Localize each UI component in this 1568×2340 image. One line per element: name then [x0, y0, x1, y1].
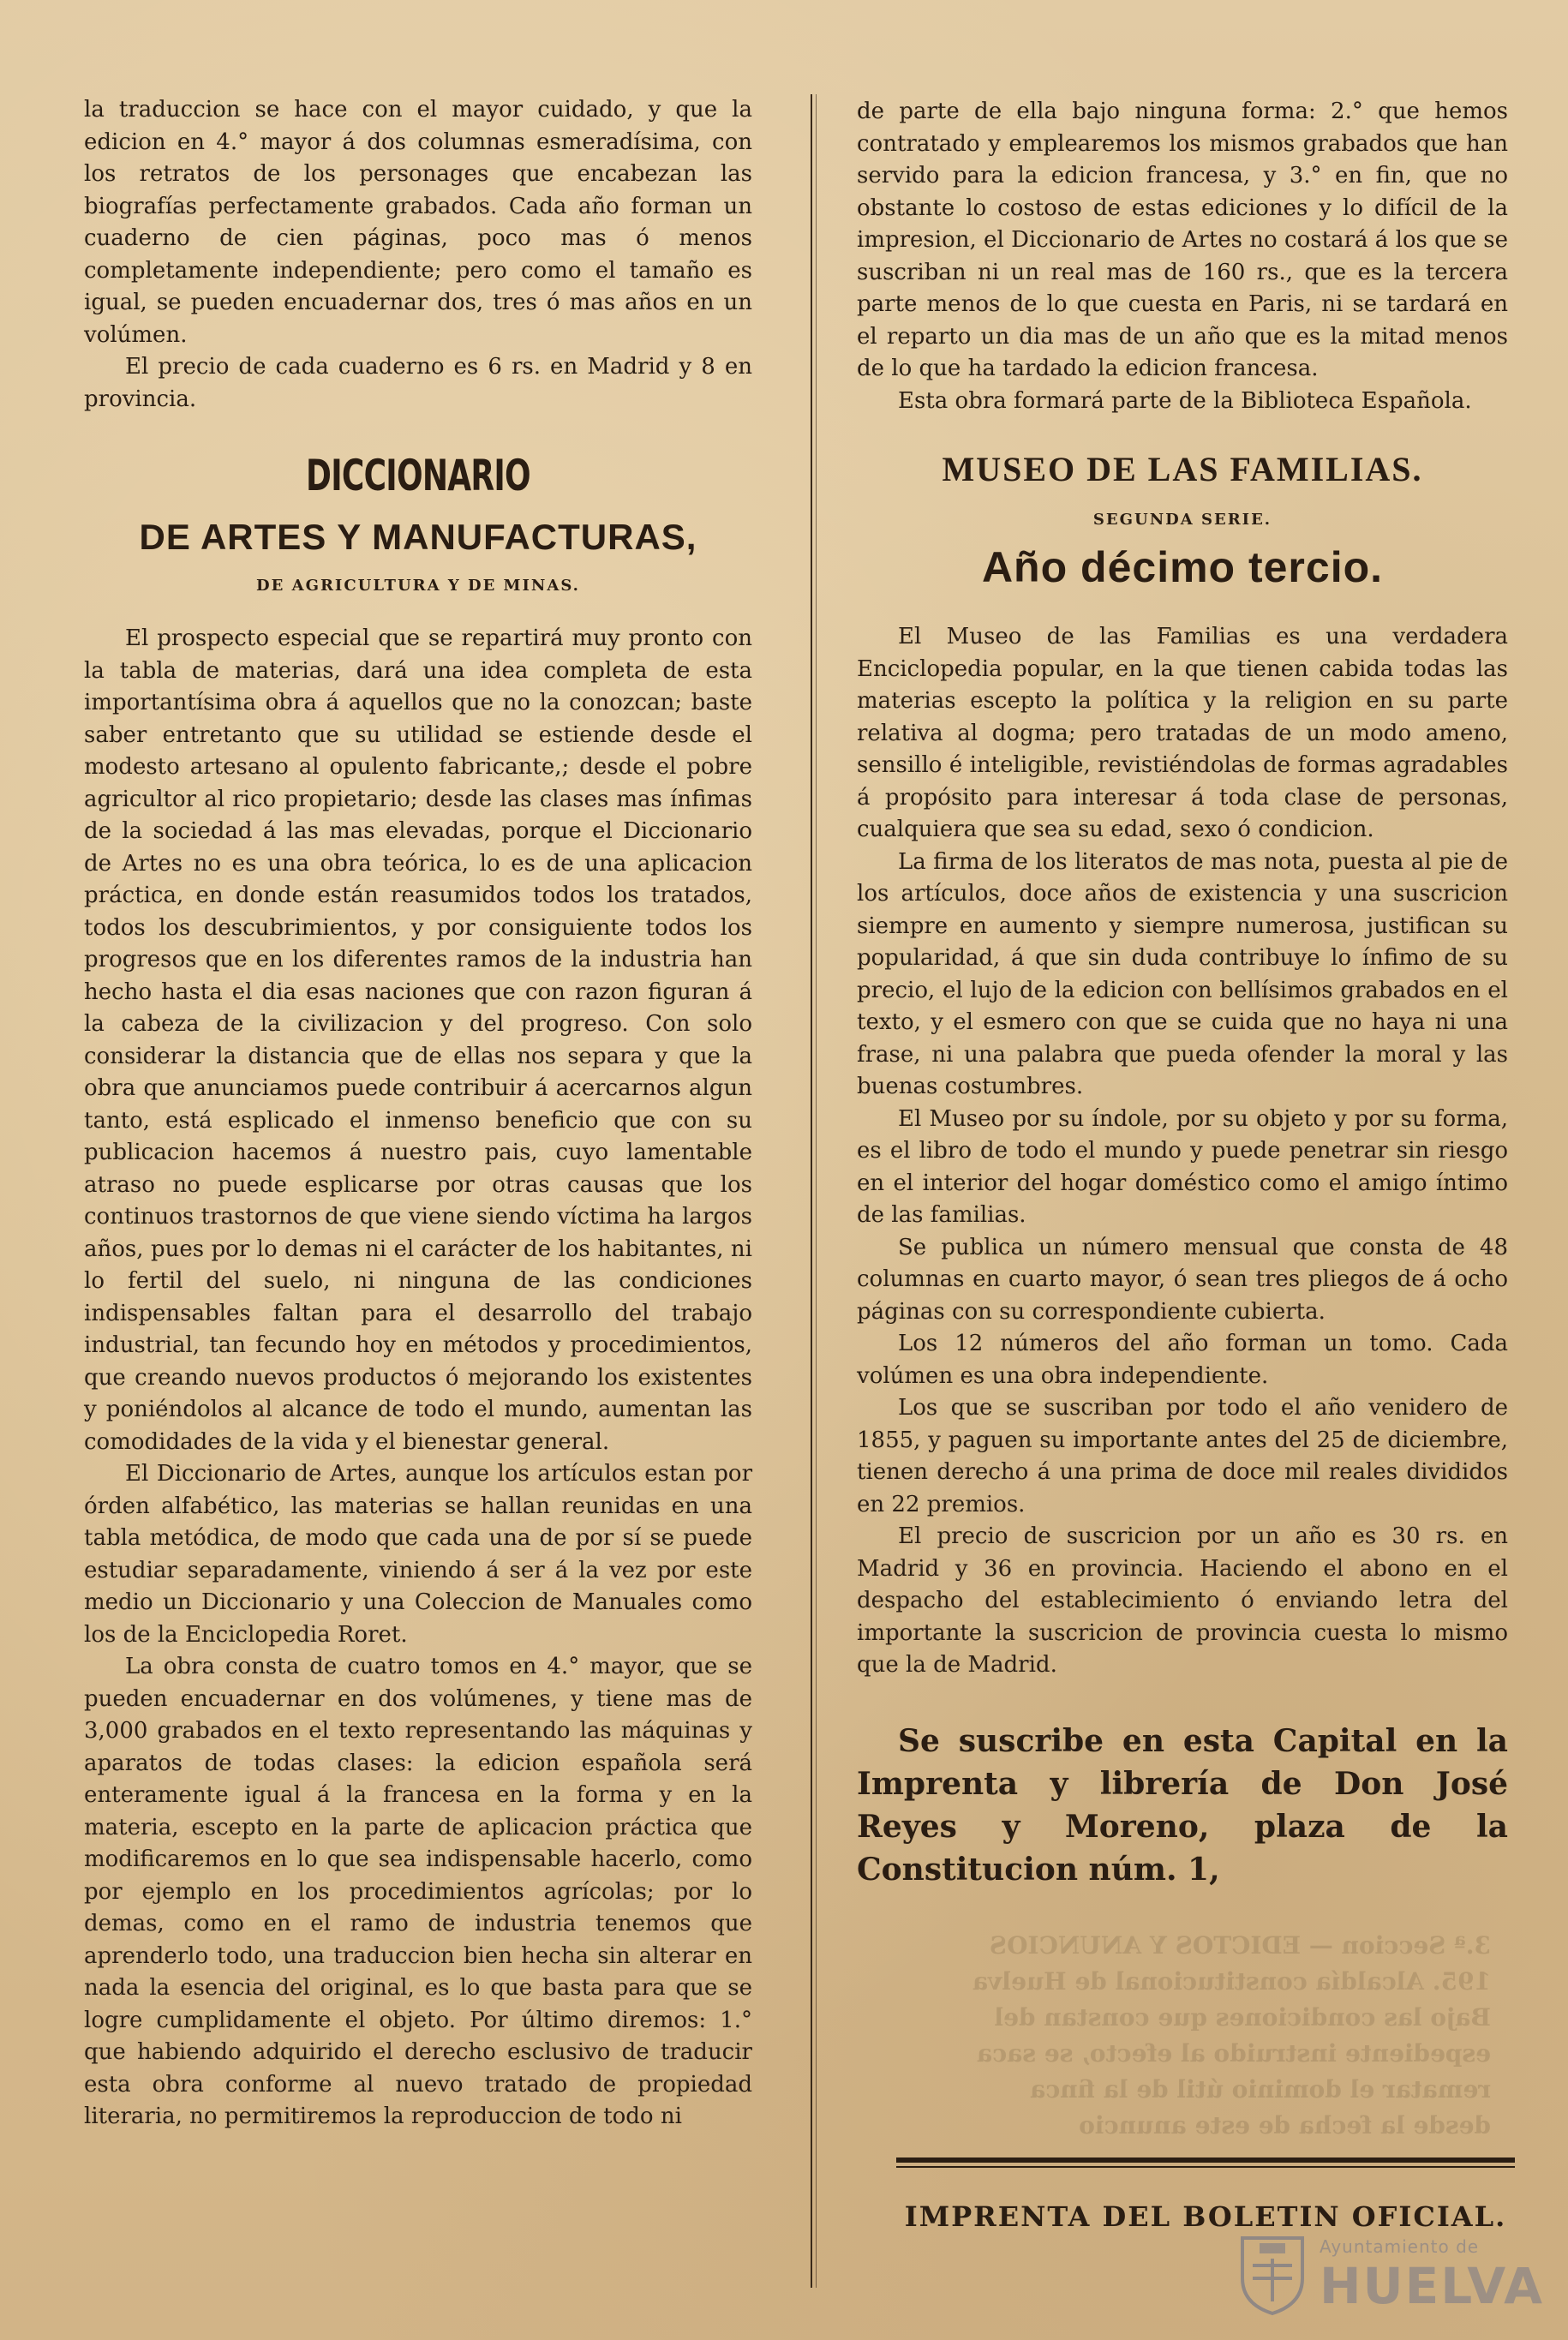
footer-rule-thin	[896, 2166, 1515, 2168]
diccionario-paragraph: La obra consta de cuatro tomos en 4.° mayor, que se pueden encuadernar en dos volúmenes, y tiene mas de 3,000 grabados en el texto representando las máquinas y aparatos de todas clases: la edicion española será enteramente igual á la francesa en la forma y en la materia, escepto en la parte de aplicacion práctica que modificaremos en lo que sea indispensable hacerlo, como por ejemplo en los procedimientos agrícolas; por lo demas, como en el ramo de industria tenemos que aprenderlo todo, una traduccion bien hecha sin alterar en nada la esencia del original, es lo que basta para que se logre cumplidamente el objeto. Por último diremos: 1.° que habiendo adquirido el derecho esclusivo de traducir esta obra conforme al nuevo tratado de propiedad literaria, no permitiremos la reproduccion de todo ni	[84, 1654, 752, 2129]
museo-paragraph: Los 12 números del año forman un tomo. Cada volúmen es una obra independiente.	[857, 1331, 1508, 1389]
left-column	[84, 94, 752, 2134]
diccionario-small-title: DE AGRICULTURA Y DE MINAS.	[256, 577, 580, 595]
museo-paragraph: La firma de los literatos de mas nota, puesta al pie de los artículos, doce años de existencia y una suscricion siempre en aumento y siempre numerosa, justifican su popularidad, á que sin duda contribuye lo ínfimo de su precio, el lujo de la edicion con bellísimos grabados en el texto, y el esmero con que se cuida que no haya ni una frase, ni una palabra que pueda ofender la moral y las buenas costumbres.	[857, 848, 1508, 1099]
bleed-line: desde la fecha de este anuncio	[1079, 2111, 1491, 2140]
right-column	[857, 96, 1508, 1891]
bleed-line: Bajo las condiciones que constan del	[994, 2003, 1491, 2032]
diccionario-title: DICCIONARIO	[306, 451, 530, 500]
bleed-through-text	[891, 1928, 1491, 2144]
column-divider-secondary	[816, 94, 817, 2288]
column-divider	[811, 94, 812, 2288]
diccionario-paragraph: El Diccionario de Artes, aunque los artículos estan por órden alfabético, las materias se hallan reunidas en una tabla metódica, de modo que cada una de por sí se puede estudiar separadamente, viniendo á ser á la vez por este medio un Diccionario y una Coleccion de Manuales como los de la Enciclopedia Roret.	[84, 1461, 752, 1648]
diccionario-subtitle: DE ARTES Y MANUFACTURAS,	[139, 517, 697, 557]
watermark-line1: Ayuntamiento de	[1320, 2236, 1480, 2257]
bleed-line: rematar el dominio útil de la finca	[1030, 2075, 1491, 2104]
museo-title: MUSEO DE LAS FAMILIAS.	[942, 450, 1423, 488]
bleed-line: espediente instruido al efecto, se saca	[976, 2039, 1491, 2068]
biblioteca-paragraph: Esta obra formará parte de la Biblioteca Española.	[898, 387, 1472, 414]
bleed-line: 195. Alcaldía constitucional de Huelva	[972, 1967, 1491, 1996]
diccionario-paragraph: El prospecto especial que se repartirá muy pronto con la tabla de materias, dará una idea completa de esta importantísima obra á aquellos que no la conozcan; baste saber entretanto que su utilidad se estiende desde el modesto artesano al opulento fabricante,; desde el pobre agricultor al rico propietario; desde las clases mas ínfimas de la sociedad á las mas elevadas, porque el Diccionario de Artes no es una obra teórica, lo es de una aplicacion práctica, en donde están reasumidos todos los tratados, todos los descubrimientos, y por consiguiente todos los progresos que en los diferentes ramos de la industria han hecho hasta el dia esas naciones que con razon figuran á la cabeza de la civilizacion y del progreso. Con solo considerar la distancia que de ellas nos separa y que la obra que anunciamos puede contribuir á acercarnos algun tanto, está esplicado el inmenso beneficio que con su publicacion hacemos á nuestro pais, cuyo lamentable atraso no puede esplicarse por otras causas que los continuos trastornos de que viene siendo víctima ha largos años, pues por lo demas ni el carácter de los habitantes, ni lo fertil del suelo, ni ninguna de las condiciones indispensables faltan para el desarrollo del trabajo industrial, tan fecundo hoy en métodos y procedimientos, que creando nuevos productos ó mejorando los existentes y poniéndolos al alcance de todo el mundo, aumentan las comodidades de la vida y el bienestar general.	[84, 625, 752, 1455]
museo-paragraph: Los que se suscriban por todo el año venidero de 1855, y paguen su importante antes del 25 de diciembre, tienen derecho á una prima de doce mil reales divididos en 22 premios.	[857, 1395, 1508, 1517]
museo-paragraph: El precio de suscricion por un año es 30 rs. en Madrid y 36 en provincia. Haciendo el abono en el despacho del establecimiento ó enviando letra del importante la suscricion de provincia cuesta lo mismo que la de Madrid.	[857, 1523, 1508, 1678]
coat-of-arms-icon	[1234, 2231, 1311, 2317]
museo-paragraph: El Museo por su índole, por su objeto y por su forma, es el libro de todo el mundo y puede penetrar sin riesgo en el interior del hogar doméstico como el amigo íntimo de las familias.	[857, 1105, 1508, 1228]
museo-year-heading: Año décimo tercio.	[981, 543, 1384, 591]
suscribe-notice: Se suscribe en esta Capital en la Imprenta y librería de Don José Reyes y Moreno, plaza de la Constitucion núm. 1,	[857, 1722, 1508, 1888]
footer-rule	[896, 2157, 1515, 2163]
imprenta-footer: IMPRENTA DEL BOLETIN OFICIAL.	[904, 2200, 1507, 2233]
price-paragraph: El precio de cada cuaderno es 6 rs. en Madrid y 8 en provincia.	[84, 354, 752, 412]
museo-serie: SEGUNDA SERIE.	[1092, 511, 1272, 529]
continued-paragraph: de parte de ella bajo ninguna forma: 2.° que hemos contratado y emplearemos los mismos grabados que han servido para la edicion francesa, y 3.° en fin, que no obstante lo costoso de estas ediciones y lo difícil de la impresion, el Diccionario de Artes no costará á los que se suscriban ni un real mas de 160 rs., que es la tercera parte menos de lo que cuesta en Paris, ni se tardará en el reparto un dia mas de un año que es la mitad menos de lo que ha tardado la edicion francesa.	[857, 99, 1508, 381]
museo-paragraph: Se publica un número mensual que consta de 48 columnas en cuarto mayor, ó sean tres pliegos de á ocho páginas con su correspondiente cubierta.	[857, 1234, 1508, 1325]
watermark-line2: HUELVA	[1320, 2257, 1545, 2315]
archive-watermark	[1234, 2228, 1545, 2322]
intro-paragraph: la traduccion se hace con el mayor cuidado, y que la edicion en 4.° mayor á dos columnas esmeradísima, con los retratos de los personages que encabezan las biografías perfectamente grabados. Cada año forman un cuaderno de cien páginas, poco mas ó menos completamente independiente; pero como el tamaño es igual, se pueden encuadernar dos, tres ó mas años en un volúmen.	[84, 97, 752, 348]
museo-paragraph: El Museo de las Familias es una verdadera Enciclopedia popular, en la que tienen cabida todas las materias escepto la política y la religion en su parte relativa al dogma; pero tratadas de un modo ameno, sensillo é inteligible, revistiéndolas de formas agradables á propósito para interesar á toda clase de personas, cualquiera que sea su edad, sexo ó condicion.	[857, 624, 1508, 842]
bleed-line: 3.ª Seccion — EDICTOS Y ANUNCIOS	[989, 1931, 1491, 1960]
